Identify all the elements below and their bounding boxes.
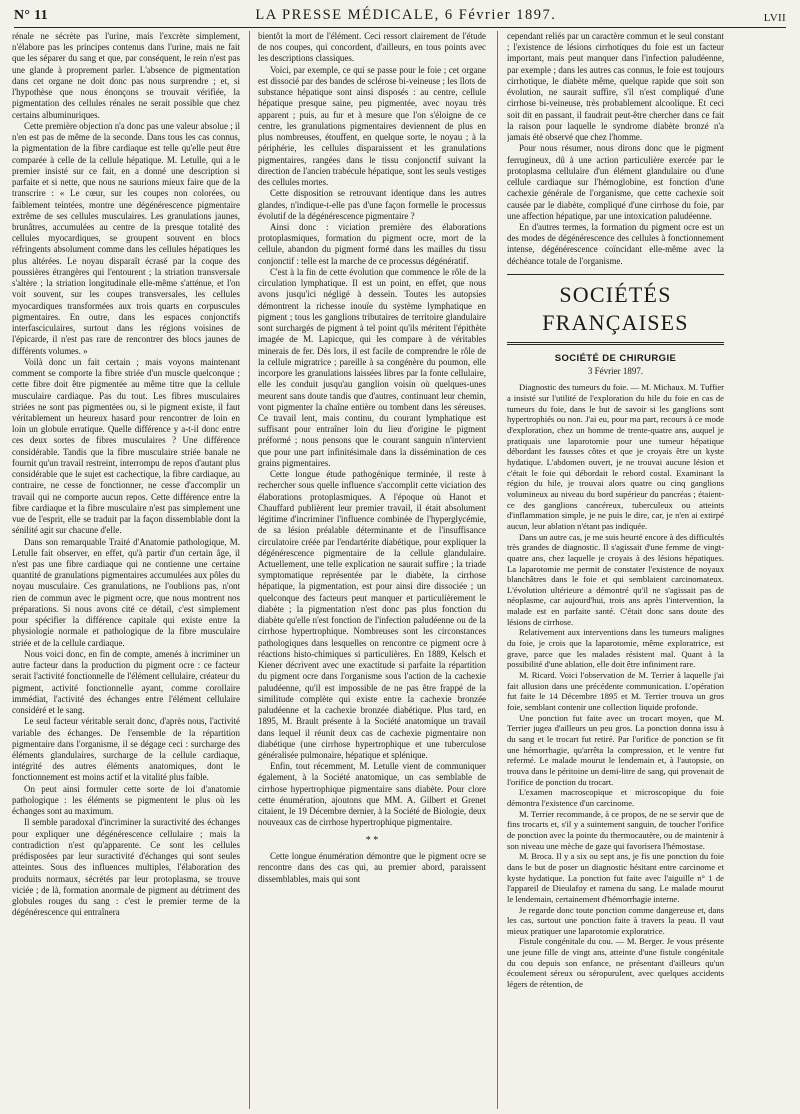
section-rule xyxy=(507,274,724,275)
column-2 xyxy=(258,31,486,1109)
paragraph: Dans son remarquable Traité d'Anatomie pathologique, M. Letulle fait observer, en effet, qu'à partir d'un certain âge, il n'est pas une fibre cardiaque qui ne contienne une certaine quantité de granulations pigmentaires accumulées aux pôles du noyau musculaire. Ces granulations, ne l'oublions pas, n'ont rien de commun avec le pigment ocre, que nous montrent nos préparations. Si nous avons cité ce détail, c'est simplement pour spécifier la différence capitale qui existe entre la physiologie normale et pathologique de la fibre musculaire striée et de la cellule cardiaque. xyxy=(12,536,240,648)
column-1 xyxy=(12,31,240,1109)
running-title: LA PRESSE MÉDICALE, 6 Février 1897. xyxy=(255,7,557,23)
column-divider xyxy=(249,31,250,1109)
paragraph: C'est à la fin de cette évolution que commence le rôle de la circulation lymphatique. Il est un point, en effet, que nous avons jusqu'ici négligé à dessein. Toutes les autopsies démontrent la richesse inouïe du système lymphatique en pigment ; tous les ganglions tributaires de territoire glandulaire sont surchargés de pigment à tel point qu'ils méritent l'épithète imagée de M. Lapicque, qui les compare à de véritables minerais de fer. Dès lors, il est facile de comprendre le rôle de la cellule migratrice ; pareille à sa congénère du poumon, elle incorpore les granulations laissées libres par la fonte cellulaire, elle les conduit jusqu'au ganglion voisin où quelques-unes meurent sans doute tandis que d'autres, continuant leur chemin, vont pigmenter la chaîne entière ou tombent dans les séreuses. Ce travail lent, mais continu, du courant lymphatique est suffisant pour entraîner loin du lieu d'origine le pigment préformé ; nous pensons que le courant sanguin n'intervient que pour une part infinitésimale dans la dissémination de ces grains pigmentaires. xyxy=(258,266,486,468)
paragraph: L'examen macroscopique et microscopique du foie démontra l'existence d'un carcinome. xyxy=(507,787,724,808)
page-number: LVII xyxy=(763,12,786,24)
session-date: 3 Février 1897. xyxy=(587,366,644,377)
paragraph: Voici, par exemple, ce qui se passe pour le foie ; cet organe est dissocié par des bandes de sclérose bi-veineuse ; les îlots de substance hépatique sont ainsi disposés : au centre, cellule hépatique presque saine, peu pigmentée, avec noyau très apparent ; puis, au fur et à mesure que l'on s'éloigne de ce centre, les granulations pigmentaires deviennent de plus en plus nombreuses, étouffent, en quelque sorte, le noyau ; à la périphérie, les cellules disparaissent et les granulations pigmentaires, rangées dans le tissu conjonctif suivant la direction de l'ancien trabécule hépatique, sont les seuls vestiges des cellules mortes. xyxy=(258,64,486,188)
paragraph: Il semble paradoxal d'incriminer la suractivité des échanges pour expliquer une dégénérescence cellulaire ; mais la contradiction n'est qu'apparente. Ce sont les cellules prédisposées par leur suractivité d'échanges qui sont seules atteintes. Sous des influences multiples, l'élaboration des produits normaux, sécrétés par leur protoplasma, se trouve viciée ; de là, formation anormale de pigment au détriment des globules rouges du sang : c'est le premier terme de la dégénérescence qui entraînera xyxy=(12,817,240,918)
paragraph: Nous voici donc, en fin de compte, amenés à incriminer un autre facteur dans la production du pigment ocre : ce facteur serait l'activité fonctionnelle de l'élément cellulaire, créateur du pigment, activité fonctionnelle ayant, comme corollaire immédiat, l'activité des échanges entre l'élément cellulaire considéré et le sang. xyxy=(12,648,240,716)
paragraph: rénale ne sécrète pas l'urine, mais l'excrète simplement, n'élabore pas les principes contenus dans l'urine, mais ne fait que les séparer du sang et que, par conséquent, le rein n'est pas une glande à proprement parler. L'absence de pigmentation dans cet organe ne doit donc pas nous surprendre ; et, si l'hypothèse que nous énonçons se trouvait vérifiée, la pigmentation des cellules rénales ne serait possible que chez certains albuminuriques. xyxy=(12,31,240,120)
paragraph: M. Terrier recommande, à ce propos, de ne se servir que de fins trocarts et, s'il y a suintement sanguin, de toucher l'orifice de ponction avec la pointe du thermocautère, ou de maintenir à son niveau une mèche de gaze qui favorisera l'hémostase. xyxy=(507,808,724,851)
paragraph: Relativement aux interventions dans les tumeurs malignes du foie, je crois que la laparotomie, même exploratrice, est grave, parce que les malades résistent mal. Quant à la possibilité d'une ablation, elle doit être infiniment rare. xyxy=(507,627,724,670)
paragraph: Ainsi donc : viciation première des élaborations protoplasmiques, formation du pigment ocre, mort de la cellule, abandon du pigment formé dans les mailles du tissu conjonctif : telle est la marche de ce processus dégénératif. xyxy=(258,221,486,266)
paragraph: En d'autres termes, la formation du pigment ocre est un des modes de dégénérescence des cellules à fonctionnement intense, dégénérescence coïncidant elle-même avec la déchéance totale de l'organisme. xyxy=(507,221,724,266)
section-title: SOCIÉTÉS FRANÇAISES xyxy=(542,281,689,335)
paragraph: Le seul facteur véritable serait donc, d'après nous, l'activité variable des échanges. De l'ensemble de la répartition pigmentaire dans l'organisme, il se dégage ceci : surcharge des éléments glandulaires, surcharge de la cellule cardiaque, intégrité des autres éléments anatomiques, dont le fonctionnement est moins actif et la vitalité plus faible. xyxy=(12,716,240,783)
header-rule xyxy=(14,27,786,28)
report-block xyxy=(507,382,724,989)
paragraph: Une ponction fut faite avec un trocart moyen, que M. Terrier jugea d'ailleurs un peu gros. La ponction donna issu à du sang et le trocart fut retiré. Par l'orifice de ponction se fit une hémorrhagie, qu'arrêta la compression, et le ventre fut refermé. Le malade mourut le lendemain et, à l'autopsie, on trouva dans le péritoine un demi-litre de sang, qui provenait de l'orifice de ponction du trocart. xyxy=(507,712,724,787)
column-divider xyxy=(497,31,498,1109)
paragraph: Voilà donc un fait certain ; mais voyons maintenant comment se comporte la fibre striée d'un muscle quelconque ; cette fibre doit être pigmentée au même titre que la cellule musculaire cardiaque. Pas du tout. Les fibres musculaires striées ne sont pas pigmentées ou, si le pigment existe, il faut véritablement un heureux hasard pour rencontrer de loin en loin un globule erratique. Quelle différence y a-t-il donc entre ces deux sortes de fibres musculaires ? Une différence considérable. Tandis que la fibre musculaire striée banale ne fournit qu'un travail restreint, interrompu de repos d'autant plus considérable que le sujet est cachectique, la fibre cardiaque, au contraire, ne cesse de fonctionner, ne cesse d'accomplir un travail qui ne comporte aucun repos. Cette différence entre la fibre cardiaque et la fibre musculaire n'est pas simplement une vue de l'esprit, elle se traduit par la façon dissemblable dont la sénilité agit sur chacune d'elle. xyxy=(12,356,240,536)
paragraph: On peut ainsi formuler cette sorte de loi d'anatomie pathologique : les éléments se pigmentent le plus où les échanges sont au maximum. xyxy=(12,783,240,817)
paragraph: Cette première objection n'a donc pas une valeur absolue ; il n'en est pas de même de la seconde. Dans tous les cas connus, la pigmentation de la fibre cardiaque est telle qu'elle peut être comparée à celle de la cellule hépatique. M. Letulle, qui a le premier insisté sur ce fait, en a donné une description si parfaite et si nette, que nous ne saurions mieux faire que de la transcrire : « Le cœur, sur les coupes non colorées, ou faiblement teintées, montre une dégénérescence pigmentaire extrême de ses cellules musculaires. Les granulations jaunes, brunâtres, accumulées au centre de la presque totalité des cellules myocardiques, se groupent souvent en blocs réfringents absolument comme dans les cellules hépatiques les plus altérées. Le noyau disparaît écrasé par la coque des poussières étrangères qui l'entourent ; la striation transversale s'altère ; la striation longitudinale elle-même s'atténue, et l'on voit souvent, sur les coupes transversales, les cellules myocardiques transformées aux trois quarts en corpuscules pigmentaires. En outre, dans les espaces conjonctifs interfasciculaires, surtout dans les régions voisines de l'épicarde, il n'est pas rare de rencontrer des blocs jaunes de différents volumes. » xyxy=(12,120,240,356)
paragraph: Dans un autre cas, je me suis heurté encore à des difficultés très grandes de diagnostic. Il s'agissait d'une femme de vingt-quatre ans, chez laquelle je croyais à des lésions hépatiques. La laparotomie me permit de constater l'existence de noyaux blanchâtres dans le foie et qui semblaient carcinomateux. L'évolution ultérieure a démontré qu'il ne s'agissait pas de néoplasme, car aujourd'hui, trois ans après l'intervention, la malade est en parfaite santé. C'était donc sans doute des lésions de cirrhose. xyxy=(507,531,724,627)
paragraph: Je regarde donc toute ponction comme dangereuse et, dans les cas, surtout une ponction faite à travers la peau. Il vaut mieux pratiquer une laparotomie exploratrice. xyxy=(507,904,724,936)
paragraph: Cette longue énumération démontre que le pigment ocre se rencontre dans des cas qui, au premier abord, paraissent dissemblables, mais qui sont xyxy=(258,851,486,884)
society-heading: SOCIÉTÉ DE CHIRURGIE xyxy=(554,353,677,365)
paragraph: Cette disposition se retrouvant identique dans les autres glandes, n'indique-t-elle pas d'une façon formelle le processus évolutif de la dégénérescence pigmentaire ? xyxy=(258,188,486,221)
paragraph: Enfin, tout récemment, M. Letulle vient de communiquer également, à la Société anatomique, un cas semblable de cirrhose hypertrophique pigmentaire sans diabète. Pour clore cette énumération, ajoutons que MM. A. Gilbert et Grenet citaient, le 19 Décembre dernier, à la Société de Biologie, deux nouveaux cas de cirrhose hypertrophique pigmentaire. xyxy=(258,761,486,828)
paragraph: bientôt la mort de l'élément. Ceci ressort clairement de l'étude de nos coupes, qui concordent, d'ailleurs, en tous points avec les descriptions classiques. xyxy=(258,31,486,64)
paragraph: cependant reliés par un caractère commun et le seul constant ; l'existence de lésions cirrhotiques du foie est un facteur important, mais peut manquer dans l'infection paludéenne, par exemple ; dans les autres cas connus, le foie est toujours cirrhotique, le diabète même, quelque rapide que soit son évolution, ne saurait suffire, s'il n'est compliqué d'une cirrhose bi-veineuse, très probablement alcoolique. Et ceci soit dit en passant, il faudrait peut-être chercher dans ce fait la raison pour laquelle le syndrome diabète bronzé n'a jamais été observé que chez l'homme. xyxy=(507,31,724,143)
paragraph: Cette longue étude pathogénique terminée, il reste à rechercher sous quelle influence s'accomplit cette viciation des élaborations protoplasmiques. A l'époque où Hanot et Chauffard publièrent leur premier travail, il était absolument légitime d'incriminer l'influence combinée de l'hyperglycémie, de sa lésion préalable déterminante et de l'insuffisance circulatoire créée par l'endartérite diabétique, pour expliquer la dégénérescence pigmentaire de la cellule glandulaire. Actuellement, une telle explication ne saurait suffire ; la triade symptomatique représentée par le diabète, la cirrhose hépatique, la pigmentation, est pour ainsi dire dissociée ; un quelconque des facteurs peut manquer et particulièrement le diabète ; la pigmentation n'est donc pas plus fonction du diabète qu'elle n'est fonction de l'infection paludéenne ou de la cirrhose hypertrophique. Nombreuses sont les circonstances pathologiques dans lesquelles on rencontre ce pigment ocre à réactions histo-chimiques si particulières. En 1889, Kelsch et Kiener décrivent avec une exactitude si parfaite la répartition du pigment ocre dans l'organisme sous l'action de la cachexie paludéenne, qu'il est impossible de ne pas être frappé de la similitude complète qui existe entre la cachexie bronzée paludéenne et la cachexie bronzée diabétique. Plus tard, en 1895, M. Brault présente à la Société anatomique un travail dans lequel il réunit deux cas de cachexie pigmentaire non diabétique (une cirrhose hypertrophique et une tuberculose généralisée pulmonaire, hépatique et splénique. xyxy=(258,469,486,760)
paragraph: M. Ricard. Voici l'observation de M. Terrier à laquelle j'ai fait allusion dans une précédente communication. L'opération fut faite le 14 Décembre 1895 et M. Terrier trouva un gros foie, semblant contenir une collection liquide profonde. xyxy=(507,670,724,713)
section-rule xyxy=(507,342,724,345)
page-header xyxy=(14,2,786,24)
paragraph: Pour nous résumer, nous dirons donc que le pigment ferrugineux, dû à une action particulière exercée par le protoplasma cellulaire d'un élément glandulaire ou d'une cellule cardiaque sur l'hémoglobine, est fonction d'une cachexie générale de l'organisme, que cette cachexie soit causée par le diabète, compliqué d'une cirrhose du foie, par une affection hépatique, par une intoxication paludéenne. xyxy=(507,143,724,221)
column-3 xyxy=(507,31,724,1109)
issue-number: N° 11 xyxy=(14,8,48,23)
paragraph: M. Broca. Il y a six ou sept ans, je fis une ponction du foie dans le but de poser un diagnostic hésitant entre carcinome et kyste hydatique. La ponction fut faite avec l'aiguille n° 1 de l'appareil de Dieulafoy et ramena du sang. Le malade mourut le lendemain, certainement d'hémorrhagie interne. xyxy=(507,851,724,904)
paragraph: Diagnostic des tumeurs du foie. — M. Michaux. M. Tuffier a insisté sur l'utilité de l'exploration du hile du foie en cas de tumeurs du foie, dans le but de savoir si les ganglions sont hypertrophiés ou non. J'ai eu, pour ma part, recours à ce mode d'exploration, chez un homme de trente-quatre ans, auquel je pratiquais une laparotomie pour une tumeur hépatique débordant les fausses côtes et que je croyais être un kyste hydatique. L'abdomen ouvert, je ne trouvai aucune lésion et c'était le foie qui débordait le rebord costal. Examinant la région du hile, je trouvai alors quatre ou cinq ganglions volumineux au niveau du bord supérieur du pancréas ; étaient-ce des ganglions cancéreux, tuberculeux ou atteints d'inflammation simple, je ne puis le dire, car, je n'en ai extirpé aucun, leur ablation n'étant pas indiquée. xyxy=(507,382,724,531)
paragraph: Fistule congénitale du cou. — M. Berger. Je vous présente une jeune fille de vingt ans, atteinte d'une fistule congénitale du cou depuis son enfance, ne présentant d'ailleurs qu'un écoulement séreux ou séropurulent, avec quelques accidents légers de rétention, de xyxy=(507,936,724,990)
asterism: * * xyxy=(365,834,379,846)
